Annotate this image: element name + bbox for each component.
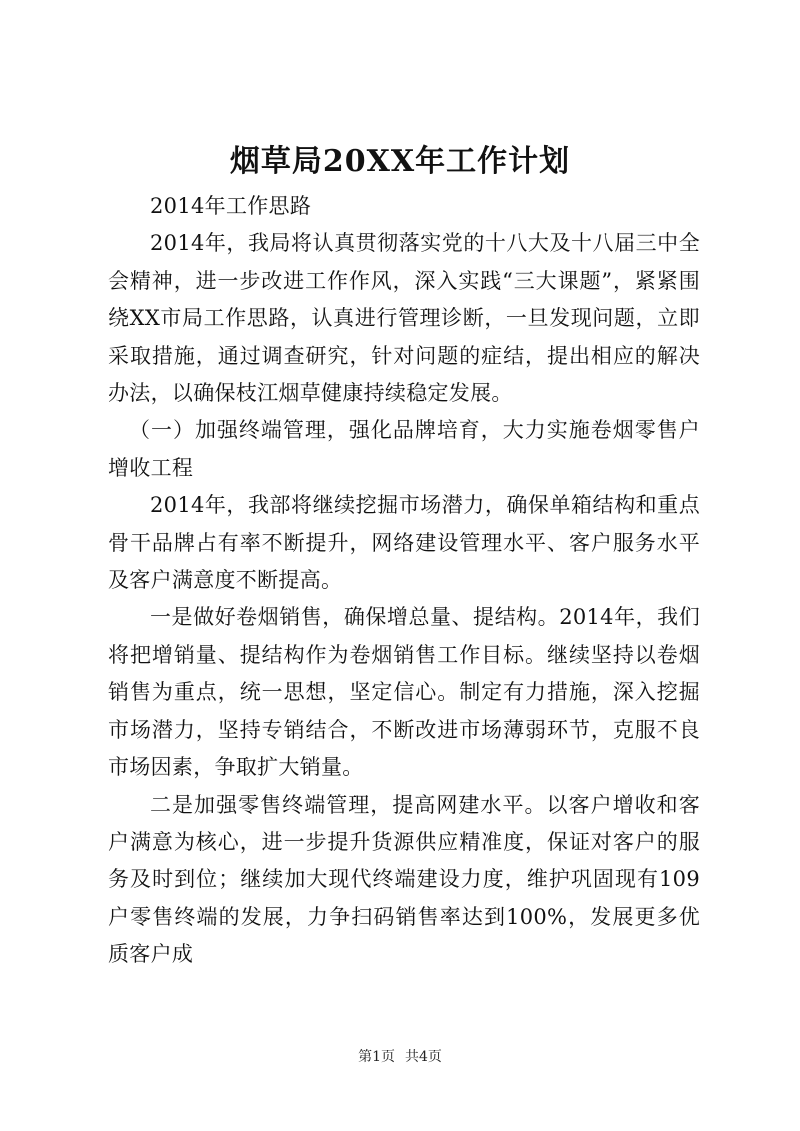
document-title: 烟草局20XX年工作计划 (229, 144, 571, 179)
page-total: 共4页 (405, 1049, 442, 1065)
subheading-work-ideas: 2014年工作思路 (150, 194, 312, 218)
paragraph-point-2: 二是加强零售终端管理，提高网建水平。以客户增收和客户满意为核心，进一步提升货源供应精准度，保证对客户的服务及时到位；继续加大现代终端建设力度，维护巩固现有109户零售终端的发展，力争扫码销售率达到100%，发展更多优质客户成 (108, 792, 700, 967)
paragraph-goals: 2014年，我部将继续挖掘市场潜力，确保单箱结构和重点骨干品牌占有率不断提升，网络建设管理水平、客户服务水平及客户满意度不断提高。 (108, 493, 700, 593)
section-heading-1: （一）加强终端管理，强化品牌培育，大力实施卷烟零售户增收工程 (108, 418, 700, 480)
paragraph-intro: 2014年，我局将认真贯彻落实党的十八大及十八届三中全会精神，进一步改进工作作风，深入实践“三大课题”，紧紧围绕XX市局工作思路，认真进行管理诊断，一旦发现问题，立即采取措施，通过调查研究，针对问题的症结，提出相应的解决办法，以确保枝江烟草健康持续稳定发展。 (108, 231, 700, 406)
page-footer (0, 1047, 800, 1067)
paragraph-point-1: 一是做好卷烟销售，确保增总量、提结构。2014年，我们将把增销量、提结构作为卷烟销售工作目标。继续坚持以卷烟销售为重点，统一思想，坚定信心。制定有力措施，深入挖掘市场潜力，坚持专销结合，不断改进市场薄弱环节，克服不良市场因素，争取扩大销量。 (108, 605, 700, 780)
document-body (108, 188, 700, 974)
page-number: 第1页 (358, 1049, 395, 1065)
